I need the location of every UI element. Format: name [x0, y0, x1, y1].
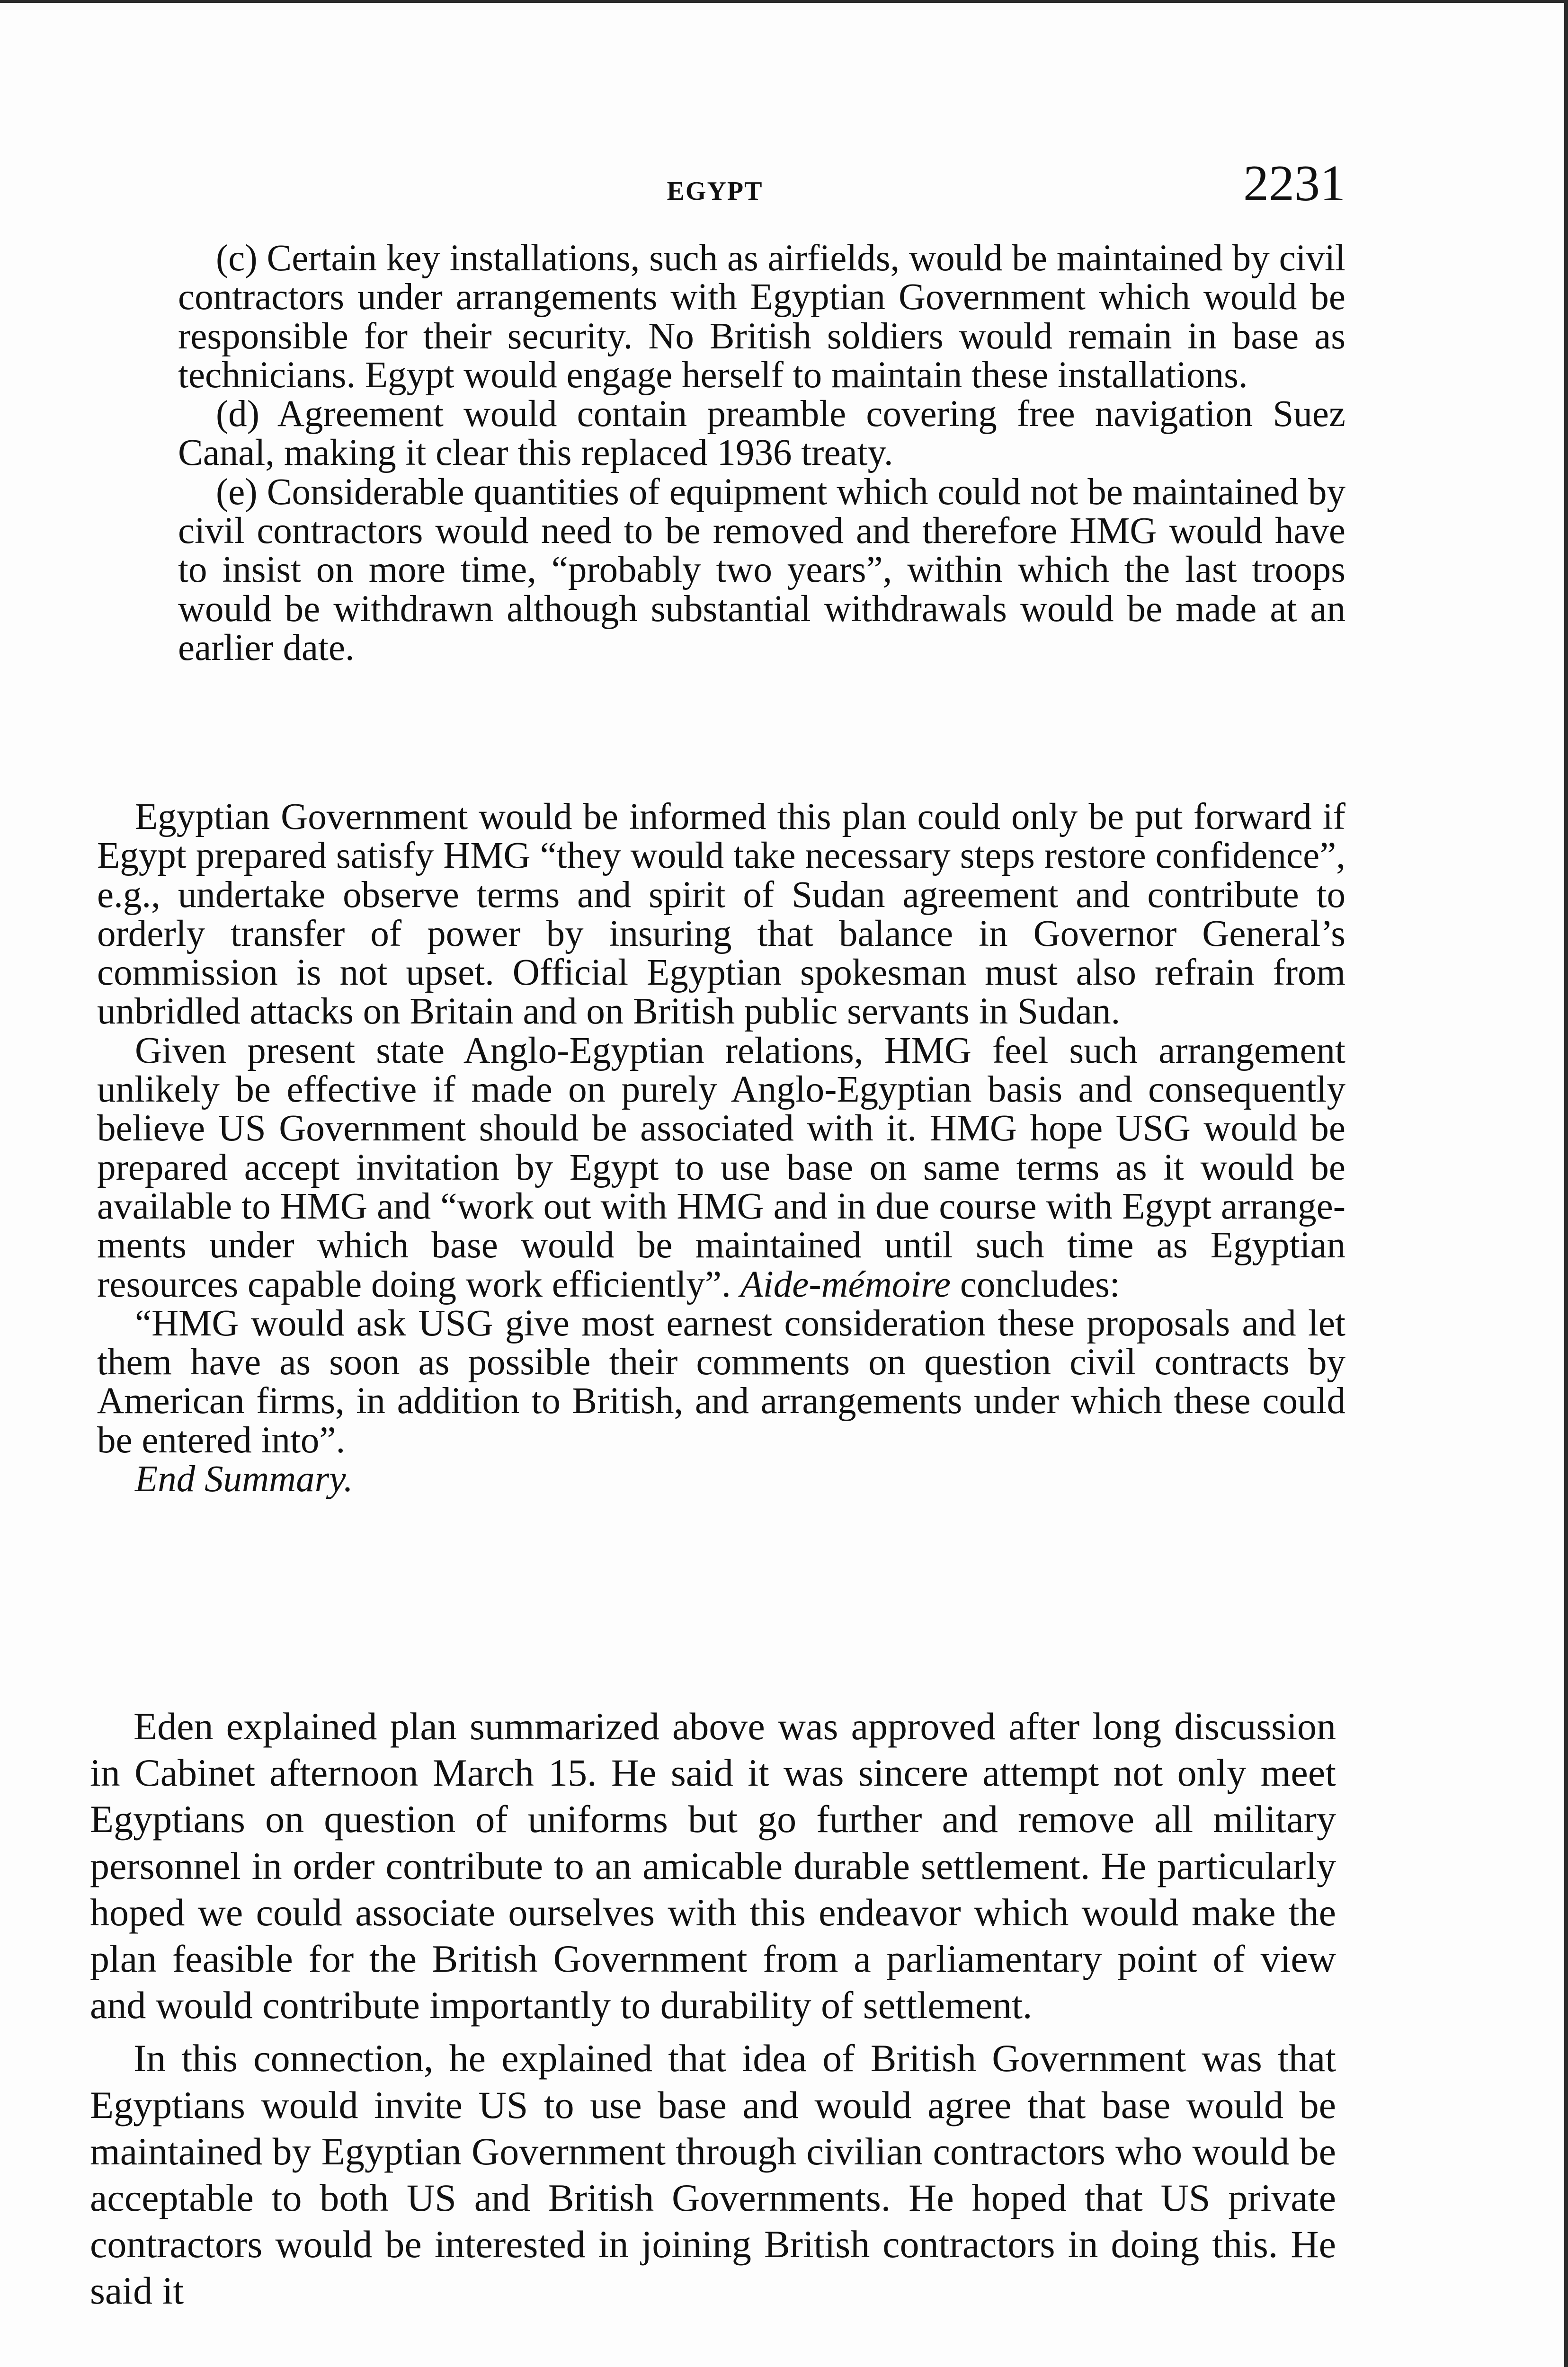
list-item-e: (e) Considerable quantities of equipment which could not be maintained by civil contractors would need to be removed and therefore HMG would have to insist on more time, “probably two years”, within which the last troops would be withdrawn although substantial withdrawals would be made at an earlier date. — [178, 471, 1345, 668]
scan-edge-right — [1564, 0, 1568, 2367]
summary-paragraph-2-text: Given present state Anglo-Egyptian relations, HMG feel such arrangement unlikely be effective if made on purely Anglo-Egyptian basis and consequently believe US Government should be associated with it. HMG hope USG would be prepared accept invitation by Egypt to use base on same terms as it would be available to HMG and “work out with HMG and in due course with Egypt arrangements under which base would be maintained until such time as Egyptian resources capable doing work efficiently”. — [97, 1030, 1345, 1305]
body-paragraph-2: In this connection, he explained that idea of British Government was that Egyptians would invite US to use base and would agree that base would be maintained by Egyptian Government through civilian contractors who would be acceptable to both US and British Governments. He hoped that US private contractors would be interested in joining British contractors in doing this. He said it — [90, 2037, 1336, 2313]
running-title: EGYPT — [667, 177, 763, 206]
aide-memoire-term: Aide-mémoire — [740, 1264, 951, 1305]
list-item-c: (c) Certain key installations, such as airfields, would be maintained by civil contractors under arrangements with Egyptian Government which would be responsible for their security. No British soldiers would remain in base as technicians. Egypt would engage herself to maintain these installations. — [178, 238, 1345, 396]
list-item-d: (d) Agreement would contain preamble covering free navigation Suez Canal, making it clear this replaced 1936 treaty. — [178, 393, 1345, 474]
body-paragraph-1: Eden explained plan summarized above was approved after long discussion in Cabinet afternoon March 15. He said it was sincere attempt not only meet Egyptians on question of uniforms but go further and remove all military personnel in order contribute to an amicable durable settlement. He particularly hoped we could associate ourselves with this endeavor which would make the plan feasible for the British Government from a parliamentary point of view and would contribute importantly to durability of settlement. — [90, 1705, 1336, 2027]
list-items-section — [178, 239, 1345, 667]
summary-paragraph-1: Egyptian Government would be informed this plan could only be put forward if Egypt prepared satisfy HMG “they would take necessary steps restore confidence”, e.g., undertake observe terms and spirit of Sudan agreement and contribute to orderly transfer of power by insuring that balance in Governor General’s commission is not upset. Official Egyptian spokesman must also refrain from unbridled attacks on Britain and on British public servants in Sudan. — [97, 796, 1345, 1032]
summary-paragraph-2 — [97, 1032, 1345, 1304]
running-header — [0, 151, 1568, 218]
summary-section — [97, 798, 1345, 1499]
body-section — [90, 1703, 1336, 2314]
end-summary-label: End Summary. — [135, 1459, 353, 1500]
page-number: 2231 — [1243, 155, 1345, 212]
quoted-paragraph: “HMG would ask USG give most earnest consideration these proposals and let them have as soon as possible their comments on question civil contracts by American firms, in addition to British, and arrangements under which these could be entered into”. — [97, 1302, 1345, 1461]
summary-paragraph-2-end: concludes: — [960, 1264, 1120, 1305]
scan-edge-top — [0, 0, 1568, 3]
